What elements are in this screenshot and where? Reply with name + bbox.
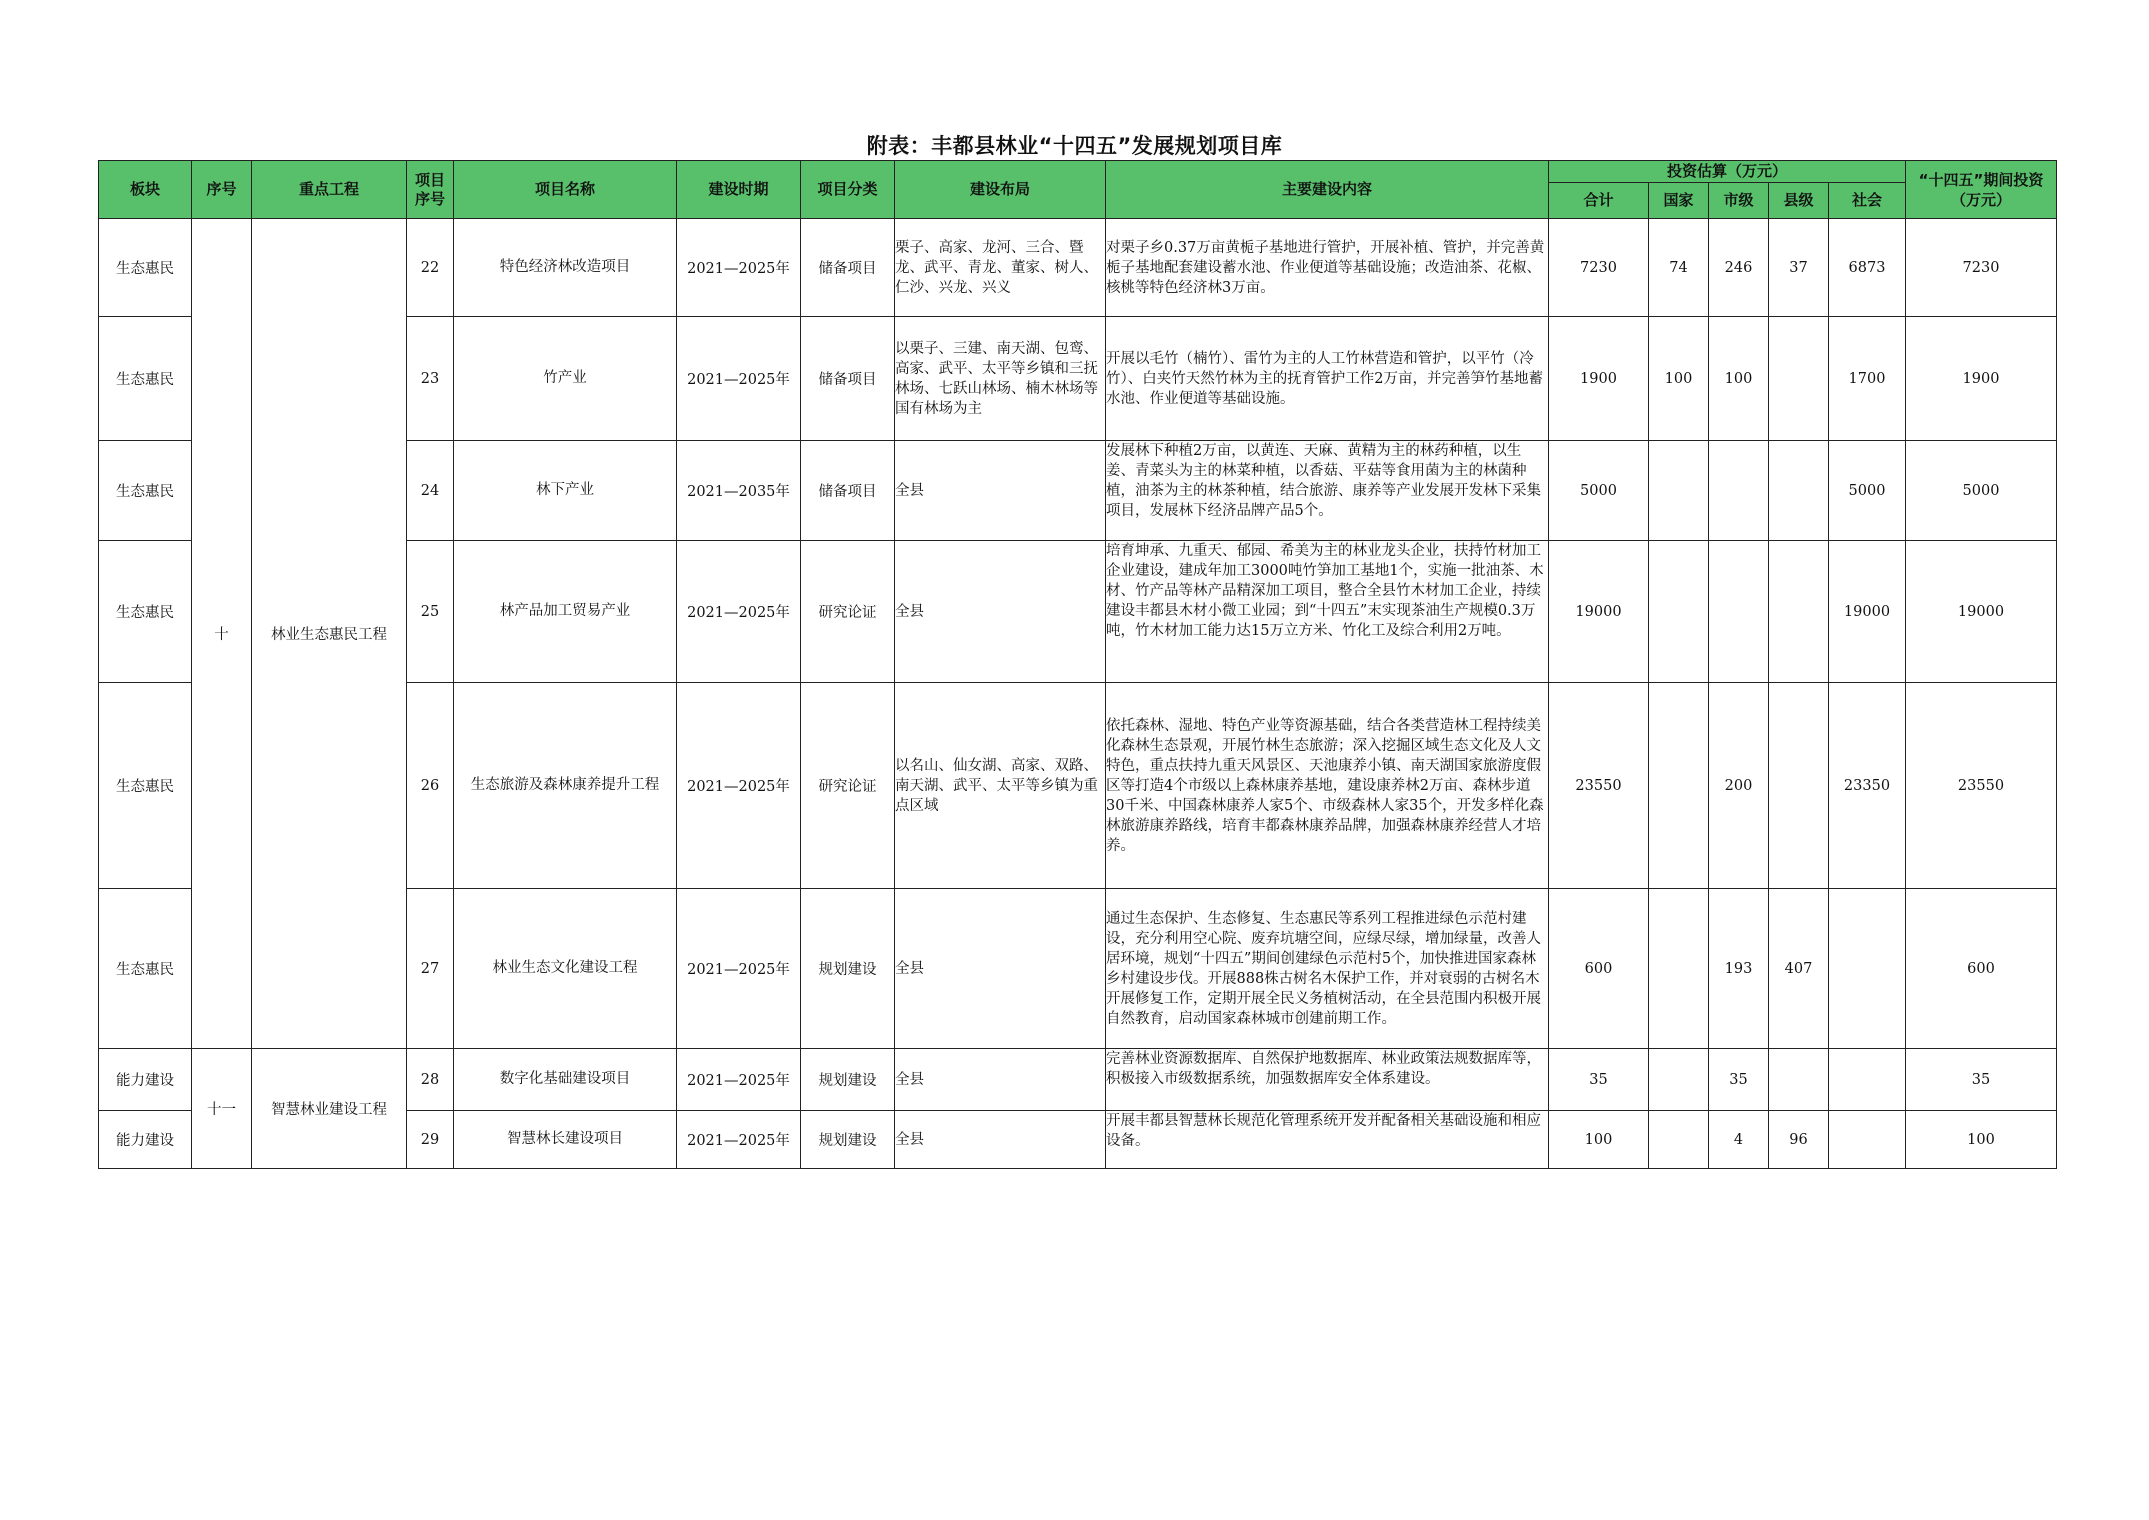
cell-layout: 以栗子、三建、南天湖、包鸾、高家、武平、太平等乡镇和三抚林场、七跃山林场、楠木林场等国有林场为主: [895, 317, 1106, 441]
cell-city: 246: [1709, 219, 1769, 317]
cell-content: 依托森林、湿地、特色产业等资源基础，结合各类营造林工程持续美化森林生态景观，开展竹林生态旅游；深入挖掘区域生态文化及人文特色，重点扶持九重天风景区、天池康养小镇、南天湖国家旅游度假区等打造4个市级以上森林康养基地，建设康养林2万亩、森林步道30千米、中国森林康养人家5个、市级森林人家35个，开发多样化森林旅游康养路线，培育丰都森林康养品牌，加强森林康养经营人才培养。: [1106, 683, 1549, 889]
cell-project-no: 27: [407, 889, 454, 1049]
cell-project-no: 26: [407, 683, 454, 889]
cell-sector: 能力建设: [99, 1111, 192, 1169]
col-county: 县级: [1769, 183, 1829, 219]
cell-national: 74: [1649, 219, 1709, 317]
cell-layout: 以名山、仙女湖、高家、双路、南天湖、武平、太平等乡镇为重点区域: [895, 683, 1106, 889]
cell-seq: 十一: [192, 1049, 252, 1169]
cell-county: [1769, 1049, 1829, 1111]
cell-sector: 生态惠民: [99, 317, 192, 441]
cell-county: [1769, 683, 1829, 889]
cell-national: [1649, 1049, 1709, 1111]
col-period: 建设时期: [677, 161, 801, 219]
cell-period-invest: 100: [1906, 1111, 2057, 1169]
cell-national: 100: [1649, 317, 1709, 441]
cell-national: [1649, 441, 1709, 541]
cell-category: 研究论证: [801, 683, 895, 889]
cell-social: 1700: [1829, 317, 1906, 441]
cell-social: 19000: [1829, 541, 1906, 683]
cell-social: [1829, 889, 1906, 1049]
cell-project-no: 24: [407, 441, 454, 541]
cell-county: 37: [1769, 219, 1829, 317]
cell-period: 2021—2025年: [677, 889, 801, 1049]
cell-period: 2021—2025年: [677, 219, 801, 317]
cell-sector: 生态惠民: [99, 541, 192, 683]
cell-layout: 全县: [895, 1111, 1106, 1169]
cell-period-invest: 35: [1906, 1049, 2057, 1111]
cell-content: 完善林业资源数据库、自然保护地数据库、林业政策法规数据库等，积极接入市级数据系统，加强数据库安全体系建设。: [1106, 1049, 1549, 1111]
cell-total: 23550: [1549, 683, 1649, 889]
cell-county: [1769, 317, 1829, 441]
col-seq: 序号: [192, 161, 252, 219]
cell-project-no: 22: [407, 219, 454, 317]
cell-category: 储备项目: [801, 441, 895, 541]
cell-project-name: 特色经济林改造项目: [454, 219, 677, 317]
cell-social: 23350: [1829, 683, 1906, 889]
cell-period-invest: 19000: [1906, 541, 2057, 683]
cell-period: 2021—2025年: [677, 683, 801, 889]
cell-category: 研究论证: [801, 541, 895, 683]
page-title: 附表：丰都县林业“十四五”发展规划项目库: [866, 134, 1283, 158]
col-investment-group: 投资估算（万元）: [1549, 161, 1906, 183]
cell-layout: 全县: [895, 1049, 1106, 1111]
cell-total: 600: [1549, 889, 1649, 1049]
cell-layout: 全县: [895, 541, 1106, 683]
cell-period: 2021—2025年: [677, 1049, 801, 1111]
cell-project-no: 25: [407, 541, 454, 683]
cell-total: 1900: [1549, 317, 1649, 441]
col-sector: 板块: [99, 161, 192, 219]
cell-social: [1829, 1111, 1906, 1169]
table-row: [99, 219, 2057, 317]
cell-sector: 生态惠民: [99, 219, 192, 317]
cell-period: 2021—2025年: [677, 1111, 801, 1169]
cell-county: [1769, 441, 1829, 541]
cell-period-invest: 23550: [1906, 683, 2057, 889]
cell-county: 96: [1769, 1111, 1829, 1169]
cell-period: 2021—2035年: [677, 441, 801, 541]
cell-content: 通过生态保护、生态修复、生态惠民等系列工程推进绿色示范村建设，充分利用空心院、废弃坑塘空间，应绿尽绿，增加绿量，改善人居环境，规划“十四五”期间创建绿色示范村5个，加快推进国家森林乡村建设步伐。开展888株古树名木保护工作，并对衰弱的古树名木开展修复工作，定期开展全民义务植树活动，在全县范围内积极开展自然教育，启动国家森林城市创建前期工作。: [1106, 889, 1549, 1049]
col-national: 国家: [1649, 183, 1709, 219]
col-project-name: 项目名称: [454, 161, 677, 219]
cell-content: 开展以毛竹（楠竹）、雷竹为主的人工竹林营造和管护，以平竹（冷竹）、白夹竹天然竹林为主的抚育管护工作2万亩，并完善笋竹基地蓄水池、作业便道等基础设施。: [1106, 317, 1549, 441]
cell-category: 储备项目: [801, 317, 895, 441]
col-total: 合计: [1549, 183, 1649, 219]
cell-total: 35: [1549, 1049, 1649, 1111]
cell-sector: 生态惠民: [99, 889, 192, 1049]
cell-category: 规划建设: [801, 889, 895, 1049]
cell-content: 发展林下种植2万亩，以黄连、天麻、黄精为主的林药种植，以生姜、青菜头为主的林菜种植，以香菇、平菇等食用菌为主的林菌种植，油茶为主的林茶种植，结合旅游、康养等产业发展开发林下采集项目，发展林下经济品牌产品5个。: [1106, 441, 1549, 541]
cell-content: 开展丰都县智慧林长规范化管理系统开发并配备相关基础设施和相应设备。: [1106, 1111, 1549, 1169]
cell-project-name: 林下产业: [454, 441, 677, 541]
cell-sector: 生态惠民: [99, 683, 192, 889]
cell-project-no: 29: [407, 1111, 454, 1169]
cell-seq: 十: [192, 219, 252, 1049]
cell-project-name: 竹产业: [454, 317, 677, 441]
cell-period: 2021—2025年: [677, 317, 801, 441]
cell-project-name: 智慧林长建设项目: [454, 1111, 677, 1169]
cell-project-no: 23: [407, 317, 454, 441]
cell-city: 4: [1709, 1111, 1769, 1169]
col-social: 社会: [1829, 183, 1906, 219]
cell-total: 5000: [1549, 441, 1649, 541]
cell-content: 对栗子乡0.37万亩黄栀子基地进行管护，开展补植、管护，并完善黄栀子基地配套建设蓄水池、作业便道等基础设施；改造油茶、花椒、核桃等特色经济林3万亩。: [1106, 219, 1549, 317]
cell-city: 193: [1709, 889, 1769, 1049]
table-row: [99, 1049, 2057, 1111]
cell-national: [1649, 1111, 1709, 1169]
col-project-no: 项目序号: [407, 161, 454, 219]
cell-layout: 栗子、高家、龙河、三合、暨龙、武平、青龙、董家、树人、仁沙、兴龙、兴义: [895, 219, 1106, 317]
project-table: [98, 160, 2057, 1169]
cell-period: 2021—2025年: [677, 541, 801, 683]
cell-national: [1649, 889, 1709, 1049]
cell-social: 5000: [1829, 441, 1906, 541]
header-row-1: [99, 161, 2057, 183]
cell-social: 6873: [1829, 219, 1906, 317]
cell-city: 100: [1709, 317, 1769, 441]
cell-total: 7230: [1549, 219, 1649, 317]
cell-project-name: 林产品加工贸易产业: [454, 541, 677, 683]
cell-period-invest: 5000: [1906, 441, 2057, 541]
cell-project-no: 28: [407, 1049, 454, 1111]
col-category: 项目分类: [801, 161, 895, 219]
col-period-invest: “十四五”期间投资（万元）: [1906, 161, 2057, 219]
cell-county: 407: [1769, 889, 1829, 1049]
cell-city: [1709, 441, 1769, 541]
cell-project-name: 林业生态文化建设工程: [454, 889, 677, 1049]
cell-content: 培育坤承、九重天、郁园、希美为主的林业龙头企业，扶持竹材加工企业建设，建成年加工3000吨竹笋加工基地1个，实施一批油茶、木材、竹产品等林产品精深加工项目，整合全县竹木材加工企业，持续建设丰都县木材小微工业园；到“十四五”末实现茶油生产规模0.3万吨，竹木材加工能力达15万立方米、竹化工及综合利用2万吨。: [1106, 541, 1549, 683]
col-key-project: 重点工程: [252, 161, 407, 219]
col-content: 主要建设内容: [1106, 161, 1549, 219]
cell-category: 储备项目: [801, 219, 895, 317]
cell-layout: 全县: [895, 441, 1106, 541]
cell-county: [1769, 541, 1829, 683]
cell-national: [1649, 541, 1709, 683]
cell-total: 19000: [1549, 541, 1649, 683]
cell-period-invest: 600: [1906, 889, 2057, 1049]
cell-social: [1829, 1049, 1906, 1111]
col-city: 市级: [1709, 183, 1769, 219]
cell-city: 200: [1709, 683, 1769, 889]
cell-key-project: 林业生态惠民工程: [252, 219, 407, 1049]
cell-project-name: 数字化基础建设项目: [454, 1049, 677, 1111]
cell-sector: 生态惠民: [99, 441, 192, 541]
cell-period-invest: 7230: [1906, 219, 2057, 317]
cell-category: 规划建设: [801, 1049, 895, 1111]
cell-city: [1709, 541, 1769, 683]
cell-project-name: 生态旅游及森林康养提升工程: [454, 683, 677, 889]
cell-layout: 全县: [895, 889, 1106, 1049]
cell-sector: 能力建设: [99, 1049, 192, 1111]
cell-total: 100: [1549, 1111, 1649, 1169]
cell-national: [1649, 683, 1709, 889]
cell-key-project: 智慧林业建设工程: [252, 1049, 407, 1169]
col-layout: 建设布局: [895, 161, 1106, 219]
cell-city: 35: [1709, 1049, 1769, 1111]
cell-category: 规划建设: [801, 1111, 895, 1169]
cell-period-invest: 1900: [1906, 317, 2057, 441]
